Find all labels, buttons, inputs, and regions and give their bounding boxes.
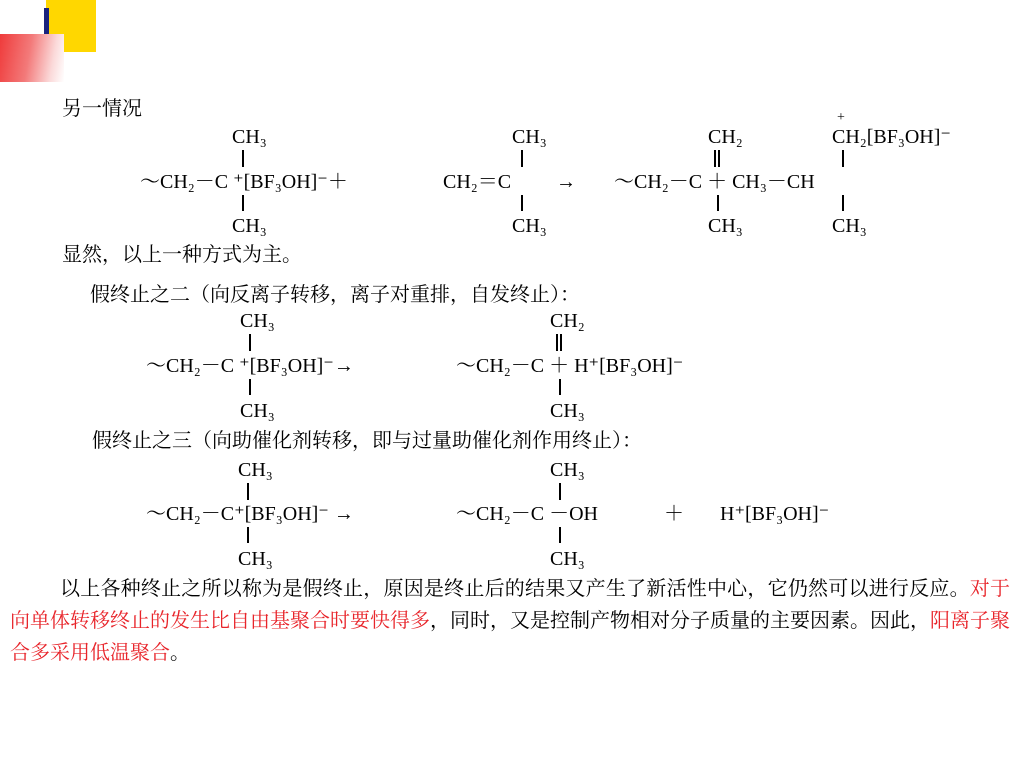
r3-right-bond-down	[559, 527, 561, 543]
r1-product1-bottom: CH₃	[708, 215, 743, 237]
r2-left-bond-up	[249, 334, 251, 351]
r1-monomer-bond-down	[521, 195, 523, 211]
r1-monomer-main: CH₂＝C	[443, 171, 512, 193]
summary-paragraph	[10, 572, 1010, 668]
r2-left-bottom: CH₃	[240, 400, 275, 422]
term2-heading-note: （向反离子转移，离子对重排，自发终止）：	[190, 282, 580, 306]
r1-product2-charge: +	[837, 110, 845, 125]
r3-left-bottom: CH₃	[238, 548, 273, 570]
r1-product2-top: CH₂[BF₃OH]⁻	[832, 126, 951, 148]
summary-text-2: ，同时，又是控制产物相对分子质量的主要因素。因此，	[430, 608, 930, 632]
summary-text-3: 。	[170, 640, 190, 664]
r1-monomer-top: CH₃	[512, 126, 547, 148]
r1-monomer-bond-up	[521, 150, 523, 167]
intro-text: 另一情况	[62, 96, 142, 120]
term3-heading-line	[92, 430, 642, 450]
term3-heading-note: （向助催化剂转移，即与过量助催化剂作用终止）：	[192, 428, 642, 452]
r2-left-bond-down	[249, 379, 251, 395]
r2-right-bond-down	[559, 379, 561, 395]
r3-right-bottom: CH₃	[550, 548, 585, 570]
r3-left-bond-down	[247, 527, 249, 543]
r3-left-top: CH₃	[238, 459, 273, 481]
summary-text-1: 以上各种终止之所以称为是假终止，原因是终止后的结果又产生了新活性中心，它仍然可以进行反应。	[60, 576, 970, 600]
r1-arrow: →	[556, 171, 576, 193]
r1-product1-double-bond	[714, 150, 720, 167]
summary-highlight-1: 对于向单体转移终止的发生比自由基聚合时要快得多	[10, 576, 1010, 632]
r1-left-bottom: CH₃	[232, 215, 267, 237]
conclusion-text: 显然，以上一种方式为主。	[62, 242, 302, 266]
r2-left-top: CH₃	[240, 310, 275, 332]
r3-left-main: ～CH₂－C⁺[BF₃OH]⁻ →	[146, 503, 354, 525]
r3-plus: ＋	[664, 503, 684, 525]
r1-product2-bond-up	[842, 150, 844, 167]
r1-left-bond-down	[242, 195, 244, 211]
r1-left-bond-up	[242, 150, 244, 167]
corner-red-gradient	[0, 34, 64, 82]
r1-left-top: CH₃	[232, 126, 267, 148]
term2-heading-line	[90, 284, 580, 304]
r3-left-bond-up	[247, 483, 249, 500]
r3-right-tail: H⁺[BF₃OH]⁻	[720, 503, 830, 525]
r1-product1-bond-down	[717, 195, 719, 211]
r1-left-main: ～CH₂－C ⁺[BF₃OH]⁻＋	[140, 171, 348, 193]
r1-product1-top: CH₂	[708, 126, 743, 148]
r1-product2-bottom: CH₃	[832, 215, 867, 237]
r1-monomer-bottom: CH₃	[512, 215, 547, 237]
r2-right-double-bond	[556, 334, 562, 351]
summary-highlight-2: 阳离子聚合多采用低温聚合	[10, 608, 1010, 664]
r3-right-bond-up	[559, 483, 561, 500]
r3-right-top: CH₃	[550, 459, 585, 481]
r2-right-top: CH₂	[550, 310, 585, 332]
r2-left-main: ～CH₂－C ⁺[BF₃OH]⁻→	[146, 355, 354, 377]
r2-right-bottom: CH₃	[550, 400, 585, 422]
r3-right-main: ～CH₂－C －OH	[456, 503, 598, 525]
r1-product1-main: ～CH₂－C ＋ CH₃－CH	[614, 171, 815, 193]
r1-product2-bond-down	[842, 195, 844, 211]
term3-heading: 假终止之三	[92, 428, 192, 452]
r2-right-main: ～CH₂－C ＋ H⁺[BF₃OH]⁻	[456, 355, 684, 377]
term2-heading: 假终止之二	[90, 282, 190, 306]
